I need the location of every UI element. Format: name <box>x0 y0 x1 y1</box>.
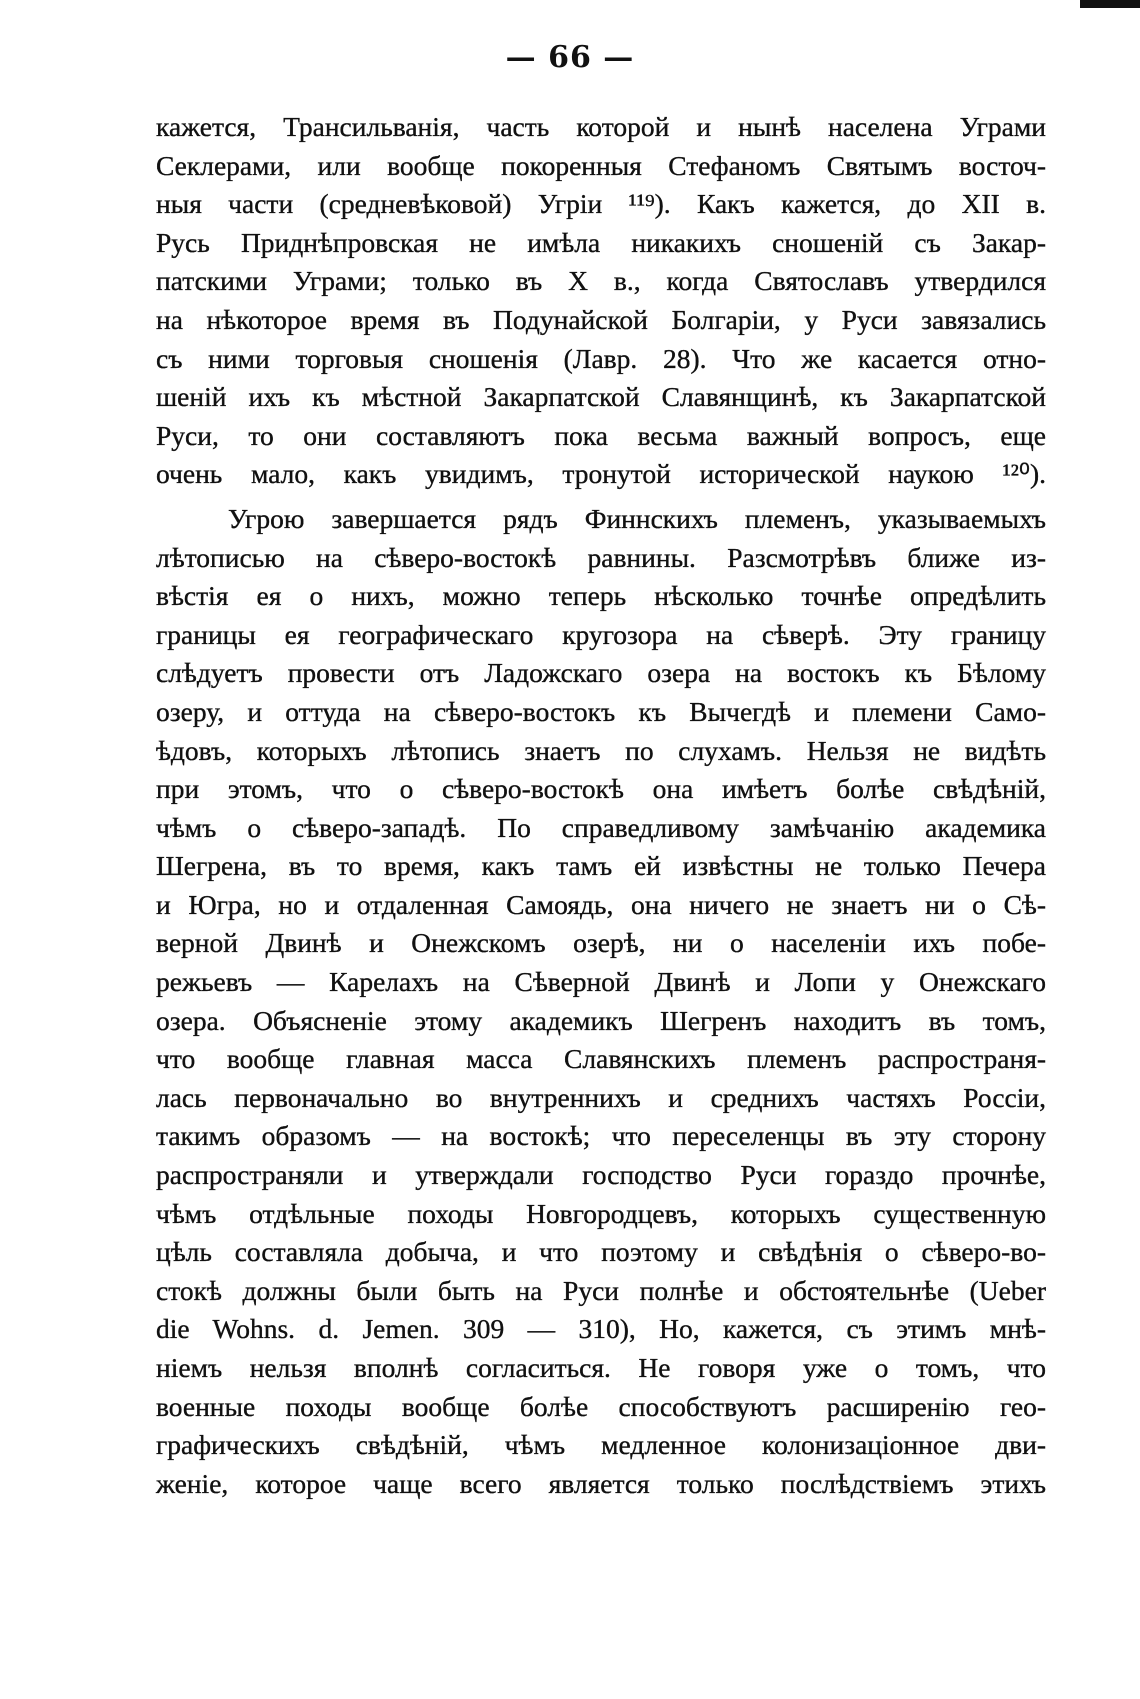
text-line: женіе, которое чаще всего является только послѣдствіемъ этихъ <box>156 1467 1046 1499</box>
text-line: Секлерами, или вообще покоренныя Стефаномъ Святымъ восточ- <box>156 149 1046 181</box>
text-line: чѣмъ отдѣльные походы Новгородцевъ, которыхъ существенную <box>156 1197 1046 1229</box>
text-line: кажется, Трансильванія, часть которой и нынѣ населена Уграми <box>156 111 1046 142</box>
text-line: что вообще главная масса Славянскихъ племенъ распространя- <box>156 1043 1046 1075</box>
paragraph-2 <box>156 500 1046 1503</box>
text-line: лась первоначально во внутреннихъ и среднихъ частяхъ Россіи, <box>156 1081 1046 1113</box>
text-line: шеній ихъ къ мѣстной Закарпатской Славянщинѣ, къ Закарпатской <box>156 381 1046 413</box>
text-line: такимъ образомъ — на востокѣ; что переселенцы въ эту сторону <box>156 1120 1046 1152</box>
text-line: Русь Приднѣпровская не имѣла никакихъ сношеній съ Закар- <box>156 226 1046 258</box>
text-line: вѣстія ея о нихъ, можно теперь нѣсколько точнѣе опредѣлить <box>156 580 1046 612</box>
page-number: — 66 — <box>505 40 635 75</box>
text-line: и Югра, но и отдаленная Самоядь, она ничего не знаетъ ни о Сѣ- <box>156 888 1046 920</box>
text-line: верной Двинѣ и Онежскомъ озерѣ, ни о населеніи ихъ побе- <box>156 927 1046 959</box>
paragraph-1 <box>156 108 1046 494</box>
text-line: графическихъ свѣдѣній, чѣмъ медленное колонизаціонное дви- <box>156 1429 1046 1461</box>
text-line: при этомъ, что о сѣверо-востокѣ она имѣетъ болѣе свѣдѣній, <box>156 773 1046 805</box>
page-edge-mark <box>1080 0 1140 8</box>
text-line: распространяли и утверждали господство Руси гораздо прочнѣе, <box>156 1159 1046 1191</box>
text-line: лѣтописью на сѣверо-востокѣ равнины. Разсмотрѣвъ ближе из- <box>156 541 1046 573</box>
text-line: на нѣкоторое время въ Подунайской Болгаріи, у Руси завязались <box>156 303 1046 335</box>
text-line: слѣдуетъ провести отъ Ладожскаго озера на востокъ къ Бѣлому <box>156 657 1046 689</box>
text-line: съ ними торговыя сношенія (Лавр. 28). Что же касается отно- <box>156 342 1046 374</box>
text-line: патскими Уграми; только въ X в., когда Святославъ утвердился <box>156 265 1046 297</box>
text-line: чѣмъ о сѣверо-западѣ. По справедливому замѣчанію академика <box>156 811 1046 843</box>
text-line: озеру, и оттуда на сѣверо-востокъ къ Вычегдѣ и племени Само- <box>156 695 1046 727</box>
text-line: очень мало, какъ увидимъ, тронутой исторической наукою ¹²⁰). <box>156 458 1046 490</box>
text-line: Угрою завершается рядъ Финнскихъ племенъ, указываемыхъ <box>228 502 1046 534</box>
text-line: режьевъ — Карелахъ на Сѣверной Двинѣ и Лопи у Онежскаго <box>156 966 1046 998</box>
body-text <box>156 108 1046 1503</box>
text-line: ныя части (средневѣковой) Угріи ¹¹⁹). Какъ кажется, до XII в. <box>156 188 1046 220</box>
text-line: die Wohns. d. Jemen. 309 — 310), Но, кажется, съ этимъ мнѣ- <box>156 1313 1046 1345</box>
text-line: Шегрена, въ то время, какъ тамъ ей извѣстны не только Печера <box>156 850 1046 882</box>
text-line: Руси, то они составляютъ пока весьма важный вопросъ, еще <box>156 419 1046 451</box>
text-line: границы ея географическаго кругозора на сѣверѣ. Эту границу <box>156 618 1046 650</box>
text-line: ѣдовъ, которыхъ лѣтопись знаетъ по слухамъ. Нельзя не видѣть <box>156 734 1046 766</box>
text-line: цѣль составляла добыча, и что поэтому и свѣдѣнія о сѣверо-во- <box>156 1236 1046 1268</box>
text-line: озера. Объясненіе этому академикъ Шегренъ находитъ въ томъ, <box>156 1004 1046 1036</box>
text-line: военные походы вообще болѣе способствуютъ расширенію гео- <box>156 1390 1046 1422</box>
text-line: ніемъ нельзя вполнѣ согласиться. Не говоря уже о томъ, что <box>156 1352 1046 1383</box>
text-line: стокѣ должны были быть на Руси полнѣе и обстоятельнѣе (Ueber <box>156 1274 1046 1306</box>
